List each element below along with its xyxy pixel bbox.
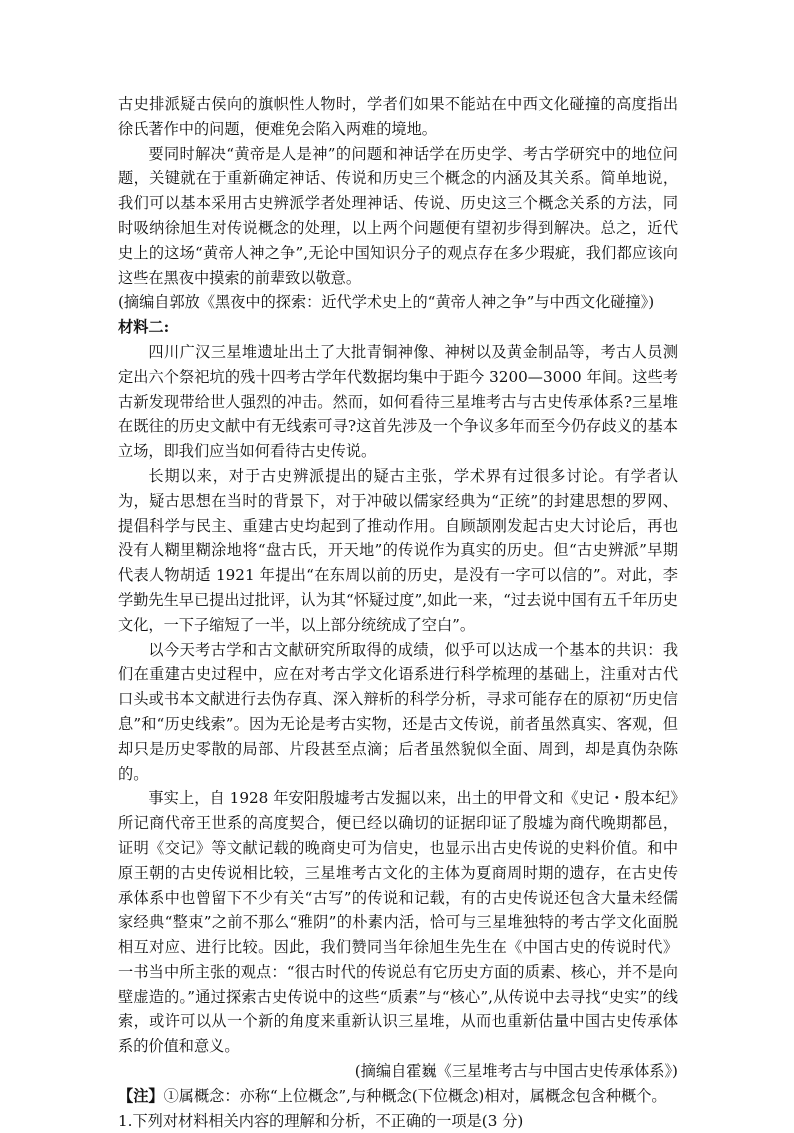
material1-source: (摘编自郭放《黑夜中的探索：近代学术史上的“黄帝人神之争”与中西文化碰撞》) bbox=[118, 293, 655, 312]
material1-tail-paragraph: 古史排派疑古侯向的旗帜性人物时，学者们如果不能站在中西文化碰撞的高度指出徐氏著作中的问题，便难免会陷入两难的境地。 bbox=[118, 95, 678, 138]
material2-paragraph-4: 事实上，自 1928 年安阳殷墟考古发掘以来，出土的甲骨文和《史记・殷本纪》所记商代帝王世系的高度契合，便已经以确切的证据印证了殷墟为商代晚期都邑，证明《交记》等文献记载的晚商史可为信史，也显示出古史传说的史料价值。和中原王朝的古史传说相比较，三星堆考古文化的主体为夏商周时期的遗存，在古史传承体系中也曾留下不少有关“古写”的传说和记载，有的古史传说还包含大量未经儒家经典“整束”之前不那么“雅阴”的朴素内活，恰可与三星堆独特的考古学文化面脱相互对应、进行比较。因此，我们赞同当年徐旭生先生在《中国古史的传说时代》一书当中所主张的观点：“很古时代的传说总有它历史方面的质素、核心，并不是向壁虚造的。”通过探索古史传说中的这些“质素”与“核心”,从传说中去寻找“史实”的线索，或许可以从一个新的角度来重新认识三星堆，从而也重新估量中国古史传承体系的价值和意义。 bbox=[118, 789, 678, 1056]
material2-paragraph-1: 四川广汉三星堆遗址出土了大批青铜神像、神树以及黄金制品等，考古人员测定出六个祭祀坑的残十四考古学年代数据均集中于距今 3200—3000 年间。这些考古新发现带给世人强烈的冲击。然而，如何看待三星堆考古与古史传承体系?三星堆在既往的历史文献中有无线索可寻?这首先涉及一个争议多年而至今仍存歧义的基本立场，即我们应当如何看待古史传说。 bbox=[118, 342, 678, 461]
footnote-text: ①属概念：亦称“上位概念”,与种概念(下位概念)相对，属概念包含种概个。 bbox=[163, 1086, 667, 1105]
document-page bbox=[118, 92, 678, 1133]
material2-source: (摘编自霍巍《三星堆考古与中国古史传承体系》) bbox=[354, 1062, 678, 1081]
material2-heading: 材料二: bbox=[118, 318, 170, 337]
material1-paragraph: 要同时解决“黄帝是人是神”的问题和神话学在历史学、考古学研究中的地位问题，关键就在于重新确定神话、传说和历史三个概念的内涵及其关系。简单地说，我们可以基本采用古史辨派学者处理神话、传说、历史这三个概念关系的方法，同时吸纳徐旭生对传说概念的处理，以上两个问题便有望初步得到解决。总之，近代史上的这场“黄帝人神之争”,无论中国知识分子的观点存在多少瑕疵，我们都应该向这些在黑夜中摸索的前辈致以敬意。 bbox=[118, 144, 678, 287]
material2-paragraph-3: 以今天考古学和古文献研究所取得的成绩，似乎可以达成一个基本的共识：我们在重建古史过程中，应在对考古学文化语系进行科学梳理的基础上，注重对古代口头或书本文献进行去伪存真、深入辩析的科学分析，寻求可能存在的原初“历史信息”和“历史线索”。因为无论是考古实物，还是古文传说，前者虽然真实、客观，但却只是历史零散的局部、片段甚至点滴；后者虽然貌似全面、周到，却是真伪杂陈的。 bbox=[118, 640, 678, 783]
material2-paragraph-2: 长期以来，对于古史辨派提出的疑古主张，学术界有过很多讨论。有学者认为，疑古思想在当时的背景下，对于冲破以儒家经典为“正统”的封建思想的罗网、提倡科学与民主、重建古史均起到了推动作用。自顾颉刚发起古史大讨论后，再也没有人糊里糊涂地将“盘古氏，开天地”的传说作为真实的历史。但“古史辨派”早期代表人物胡适 1921 年提出“在东周以前的历史，是没有一字可以信的”。对此，李学勤先生早已提出过批评，认为其“怀疑过度”,如此一来，“过去说中国有五千年历史文化，一下子缩短了一半，以上部分统统成了空白”。 bbox=[118, 466, 678, 634]
question-1: 1.下列对材料相关内容的理解和分析，不正确的一项是(3 分) bbox=[118, 1111, 524, 1130]
footnote bbox=[118, 1084, 678, 1109]
footnote-label: 【注】 bbox=[118, 1086, 164, 1105]
